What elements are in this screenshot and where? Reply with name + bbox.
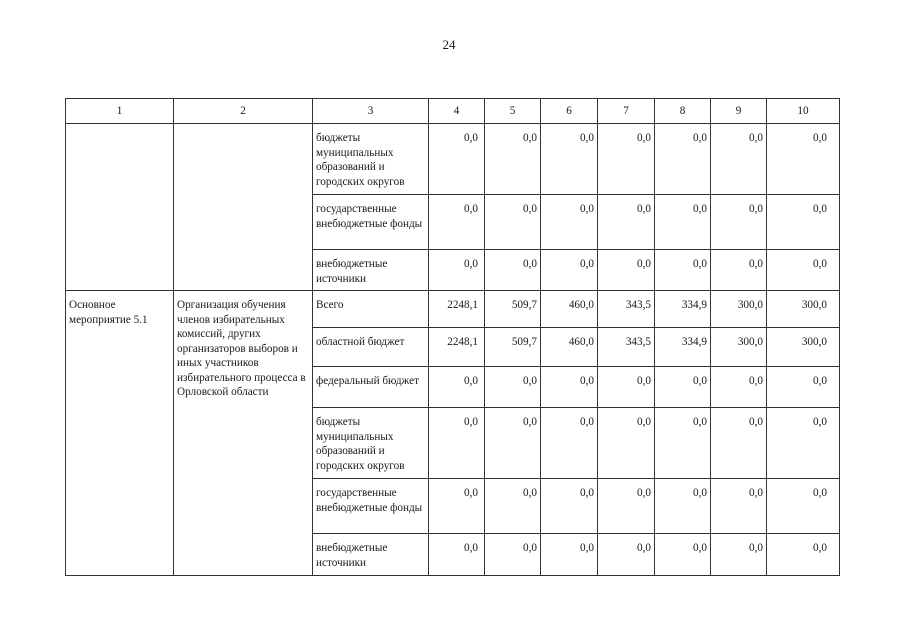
column-header: 10	[767, 99, 840, 124]
value-cell: 334,9	[681, 299, 707, 311]
value-cell: 343,5	[625, 299, 651, 311]
value-cell: 0,0	[813, 132, 827, 144]
value-cell: 0,0	[637, 203, 651, 215]
value-cell: 0,0	[693, 203, 707, 215]
value-cell: 0,0	[813, 487, 827, 499]
value-cell: 460,0	[568, 299, 594, 311]
value-cell: 0,0	[749, 542, 763, 554]
value-cell: 0,0	[580, 375, 594, 387]
value-cell: 300,0	[801, 299, 827, 311]
value-cell: 460,0	[568, 336, 594, 348]
header-row	[66, 99, 840, 124]
measure-title: Основное мероприятие 5.1	[69, 299, 148, 326]
value-cell: 0,0	[749, 416, 763, 428]
value-cell: 0,0	[693, 258, 707, 270]
page-number: 24	[442, 37, 456, 52]
value-cell: 0,0	[580, 203, 594, 215]
value-cell: 0,0	[693, 542, 707, 554]
column-header: 1	[66, 99, 174, 124]
funding-source: федеральный бюджет	[316, 375, 419, 387]
value-cell: 0,0	[580, 132, 594, 144]
value-cell: 0,0	[523, 416, 537, 428]
value-cell: 0,0	[693, 416, 707, 428]
column-header: 7	[598, 99, 655, 124]
value-cell: 300,0	[737, 336, 763, 348]
value-cell: 0,0	[749, 132, 763, 144]
value-cell: 0,0	[813, 375, 827, 387]
value-cell: 343,5	[625, 336, 651, 348]
value-cell: 0,0	[523, 258, 537, 270]
column-header: 9	[711, 99, 767, 124]
value-cell: 300,0	[737, 299, 763, 311]
column-header: 2	[174, 99, 313, 124]
value-cell: 0,0	[523, 375, 537, 387]
value-cell: 0,0	[693, 487, 707, 499]
column-header: 6	[541, 99, 598, 124]
value-cell: 0,0	[813, 416, 827, 428]
value-cell: 0,0	[580, 487, 594, 499]
value-cell: 0,0	[813, 258, 827, 270]
column-header: 4	[429, 99, 485, 124]
value-cell: 0,0	[637, 375, 651, 387]
budget-table	[65, 98, 840, 576]
funding-source: внебюджетные источники	[316, 258, 388, 285]
funding-source: областной бюджет	[316, 336, 405, 348]
value-cell: 0,0	[749, 258, 763, 270]
value-cell: 0,0	[637, 542, 651, 554]
value-cell: 0,0	[693, 132, 707, 144]
value-cell: 0,0	[580, 258, 594, 270]
value-cell: 0,0	[464, 203, 478, 215]
measure-description: Организация обучения членов избирательных комиссий, других организаторов выборов и иных участников избирательного процесса в Орловской области	[177, 299, 306, 398]
value-cell: 0,0	[813, 542, 827, 554]
column-header: 3	[313, 99, 429, 124]
empty-cell	[174, 124, 313, 291]
value-cell: 0,0	[464, 487, 478, 499]
value-cell: 0,0	[749, 203, 763, 215]
value-cell: 0,0	[464, 375, 478, 387]
value-cell: 509,7	[511, 299, 537, 311]
value-cell: 0,0	[464, 416, 478, 428]
value-cell: 0,0	[580, 416, 594, 428]
value-cell: 0,0	[464, 542, 478, 554]
funding-source: Всего	[316, 299, 344, 311]
value-cell: 0,0	[637, 416, 651, 428]
value-cell: 0,0	[580, 542, 594, 554]
empty-cell	[66, 124, 174, 291]
value-cell: 0,0	[464, 132, 478, 144]
value-cell: 2248,1	[447, 299, 478, 311]
value-cell: 0,0	[523, 132, 537, 144]
funding-source: бюджеты муниципальных образований и городских округов	[316, 132, 405, 188]
value-cell: 509,7	[511, 336, 537, 348]
column-header: 5	[485, 99, 541, 124]
table-row	[66, 124, 840, 195]
value-cell: 334,9	[681, 336, 707, 348]
value-cell: 0,0	[693, 375, 707, 387]
value-cell: 0,0	[523, 487, 537, 499]
funding-source: бюджеты муниципальных образований и городских округов	[316, 416, 405, 472]
value-cell: 0,0	[523, 203, 537, 215]
value-cell: 0,0	[637, 487, 651, 499]
value-cell: 300,0	[801, 336, 827, 348]
funding-source: внебюджетные источники	[316, 542, 388, 569]
value-cell: 0,0	[749, 375, 763, 387]
value-cell: 0,0	[464, 258, 478, 270]
value-cell: 0,0	[637, 258, 651, 270]
funding-source: государственные внебюджетные фонды	[316, 487, 423, 514]
table-row	[66, 291, 840, 328]
column-header: 8	[655, 99, 711, 124]
value-cell: 0,0	[749, 487, 763, 499]
value-cell: 0,0	[637, 132, 651, 144]
funding-source: государственные внебюджетные фонды	[316, 203, 423, 230]
value-cell: 0,0	[813, 203, 827, 215]
value-cell: 0,0	[523, 542, 537, 554]
value-cell: 2248,1	[447, 336, 478, 348]
